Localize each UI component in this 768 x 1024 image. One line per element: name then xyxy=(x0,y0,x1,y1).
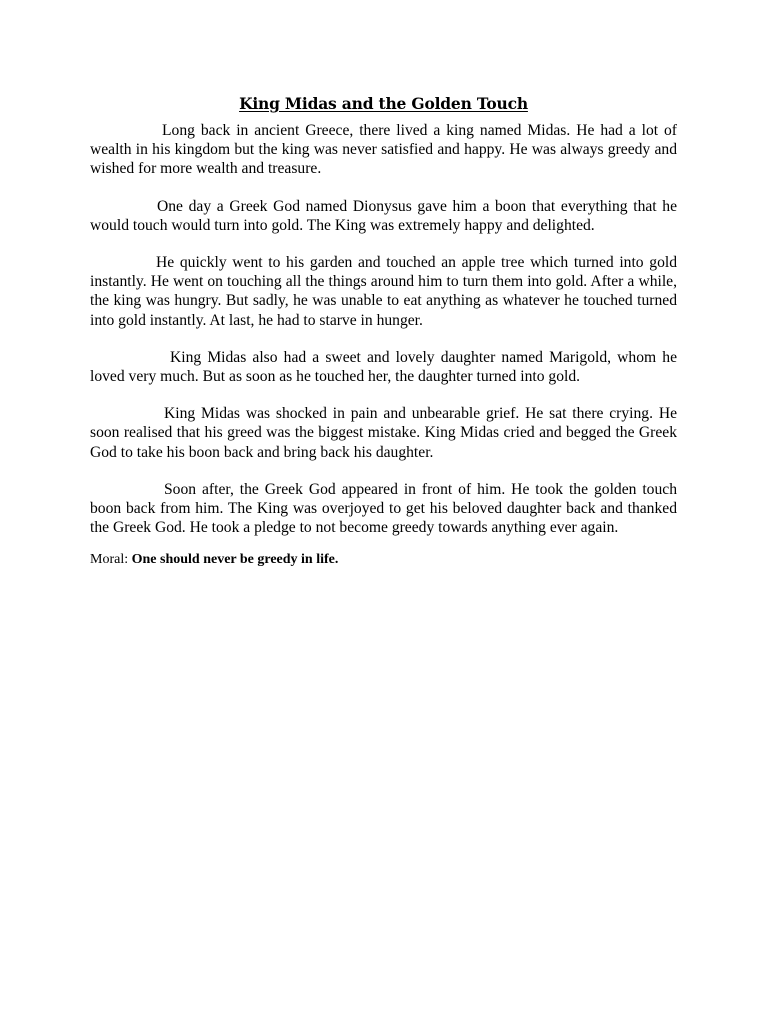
story-paragraph-3: He quickly went to his garden and touched an apple tree which turned into gold instantly. He went on touching all the things around him to turn them into gold. After a while, the king was hungry. But sadly, he was unable to eat anything as whatever he touched turned into gold instantly. At last, he had to starve in hunger. xyxy=(90,254,677,329)
story-paragraph-6: Soon after, the Greek God appeared in front of him. He took the golden touch boon back from him. The King was overjoyed to get his beloved daughter back and thanked the Greek God. He took a pledge to not become greedy towards anything ever again. xyxy=(90,480,677,537)
moral-text: One should never be greedy in life. xyxy=(131,552,339,568)
story-paragraph-5: King Midas was shocked in pain and unbearable grief. He sat there crying. He soon realised that his greed was the biggest mistake. King Midas cried and begged the Greek God to take his boon back and bring back his daughter. xyxy=(90,405,677,461)
moral-line xyxy=(90,551,677,569)
document-title: King Midas and the Golden Touch xyxy=(239,94,528,113)
story-paragraph-2: One day a Greek God named Dionysus gave him a boon that everything that he would touch would turn into gold. The King was extremely happy and delighted. xyxy=(90,197,677,234)
story-paragraph-4: King Midas also had a sweet and lovely daughter named Marigold, whom he loved very much. But as soon as he touched her, the daughter turned into gold. xyxy=(90,348,677,386)
document-page xyxy=(90,94,677,569)
moral-label: Moral: xyxy=(90,552,129,568)
story-paragraph-1: Long back in ancient Greece, there lived a king named Midas. He had a lot of wealth in his kingdom but the king was never satisfied and happy. He was always greedy and wished for more wealth and treasure. xyxy=(90,122,677,178)
